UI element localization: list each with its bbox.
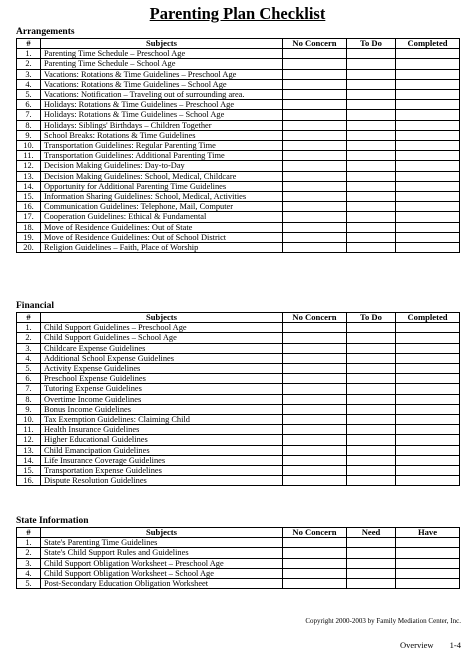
checkbox-cell-col-4[interactable] (347, 323, 396, 333)
table-row (17, 558, 460, 568)
checkbox-cell-col-5[interactable] (396, 343, 460, 353)
row-subject: Child Support Obligation Worksheet – Preschool Age (41, 558, 283, 568)
row-number: 6. (17, 100, 41, 110)
row-number: 13. (17, 171, 41, 181)
column-header-subjects: Subjects (41, 39, 283, 49)
table-row (17, 171, 460, 181)
checkbox-cell-col-3[interactable] (283, 425, 347, 435)
checklist-table (16, 312, 460, 486)
table-row (17, 192, 460, 202)
checkbox-cell-col-5[interactable] (396, 202, 460, 212)
checkbox-cell-col-5[interactable] (396, 151, 460, 161)
table-row (17, 323, 460, 333)
row-subject: Additional School Expense Guidelines (41, 353, 283, 363)
row-subject: State's Parenting Time Guidelines (41, 538, 283, 548)
row-subject: Tax Exemption Guidelines: Claiming Child (41, 415, 283, 425)
checkbox-cell-col-5[interactable] (396, 232, 460, 242)
table-row (17, 435, 460, 445)
section-financial (16, 301, 459, 486)
column-header-have: Have (396, 528, 460, 538)
table-header-row (17, 39, 460, 49)
checkbox-cell-col-5[interactable] (396, 374, 460, 384)
checkbox-cell-col-4[interactable] (347, 343, 396, 353)
checkbox-cell-col-3[interactable] (283, 558, 347, 568)
row-subject: Move of Residence Guidelines: Out of State (41, 222, 283, 232)
row-number: 12. (17, 161, 41, 171)
table-row (17, 222, 460, 232)
checkbox-cell-col-3[interactable] (283, 404, 347, 414)
checkbox-cell-col-5[interactable] (396, 323, 460, 333)
column-header-need: Need (347, 528, 396, 538)
checkbox-cell-col-4[interactable] (347, 415, 396, 425)
checkbox-cell-col-4[interactable] (347, 222, 396, 232)
row-subject: Decision Making Guidelines: School, Medical, Childcare (41, 171, 283, 181)
checkbox-cell-col-4[interactable] (347, 161, 396, 171)
checkbox-cell-col-5[interactable] (396, 394, 460, 404)
checkbox-cell-col-4[interactable] (347, 579, 396, 589)
checkbox-cell-col-4[interactable] (347, 466, 396, 476)
checkbox-cell-col-5[interactable] (396, 120, 460, 130)
checkbox-cell-col-3[interactable] (283, 90, 347, 100)
row-subject: Post-Secondary Education Obligation Worksheet (41, 579, 283, 589)
checkbox-cell-col-3[interactable] (283, 476, 347, 486)
checkbox-cell-col-3[interactable] (283, 141, 347, 151)
row-subject: Child Support Guidelines – Preschool Age (41, 323, 283, 333)
column-header-to-do: To Do (347, 39, 396, 49)
checkbox-cell-col-4[interactable] (347, 232, 396, 242)
checkbox-cell-col-3[interactable] (283, 579, 347, 589)
row-number: 12. (17, 435, 41, 445)
row-number: 16. (17, 202, 41, 212)
column-header-number: # (17, 313, 41, 323)
checkbox-cell-col-4[interactable] (347, 171, 396, 181)
checkbox-cell-col-3[interactable] (283, 466, 347, 476)
checkbox-cell-col-5[interactable] (396, 49, 460, 59)
checkbox-cell-col-4[interactable] (347, 181, 396, 191)
checkbox-cell-col-4[interactable] (347, 425, 396, 435)
checkbox-cell-col-5[interactable] (396, 69, 460, 79)
checkbox-cell-col-4[interactable] (347, 79, 396, 89)
table-row (17, 69, 460, 79)
row-number: 1. (17, 49, 41, 59)
row-number: 5. (17, 364, 41, 374)
checkbox-cell-col-4[interactable] (347, 141, 396, 151)
row-subject: Information Sharing Guidelines: School, Medical, Activities (41, 192, 283, 202)
checkbox-cell-col-4[interactable] (347, 353, 396, 363)
row-number: 6. (17, 374, 41, 384)
table-row (17, 404, 460, 414)
checklist-table (16, 38, 460, 253)
row-number: 9. (17, 404, 41, 414)
table-row (17, 90, 460, 100)
checkbox-cell-col-4[interactable] (347, 110, 396, 120)
checkbox-cell-col-5[interactable] (396, 110, 460, 120)
checkbox-cell-col-3[interactable] (283, 110, 347, 120)
table-row (17, 455, 460, 465)
checkbox-cell-col-4[interactable] (347, 568, 396, 578)
column-header-subjects: Subjects (41, 313, 283, 323)
row-number: 2. (17, 333, 41, 343)
checkbox-cell-col-3[interactable] (283, 343, 347, 353)
checkbox-cell-col-5[interactable] (396, 558, 460, 568)
table-row (17, 394, 460, 404)
checkbox-cell-col-3[interactable] (283, 79, 347, 89)
row-number: 2. (17, 548, 41, 558)
checkbox-cell-col-3[interactable] (283, 445, 347, 455)
checkbox-cell-col-3[interactable] (283, 232, 347, 242)
row-number: 3. (17, 343, 41, 353)
section-title: State Information (16, 516, 89, 526)
row-subject: State's Child Support Rules and Guidelines (41, 548, 283, 558)
checkbox-cell-col-5[interactable] (396, 59, 460, 69)
checkbox-cell-col-5[interactable] (396, 579, 460, 589)
checkbox-cell-col-4[interactable] (347, 212, 396, 222)
checkbox-cell-col-5[interactable] (396, 171, 460, 181)
copyright-notice: Copyright 2000-2003 by Family Mediation Center, Inc. (305, 617, 461, 625)
checkbox-cell-col-5[interactable] (396, 192, 460, 202)
footer-label: Overview (400, 640, 434, 650)
column-header-to-do: To Do (347, 313, 396, 323)
row-subject: Preschool Expense Guidelines (41, 374, 283, 384)
row-number: 16. (17, 476, 41, 486)
checkbox-cell-col-5[interactable] (396, 435, 460, 445)
checkbox-cell-col-3[interactable] (283, 151, 347, 161)
row-subject: Parenting Time Schedule – Preschool Age (41, 49, 283, 59)
row-number: 8. (17, 394, 41, 404)
checkbox-cell-col-5[interactable] (396, 141, 460, 151)
row-number: 1. (17, 538, 41, 548)
checkbox-cell-col-5[interactable] (396, 161, 460, 171)
checkbox-cell-col-4[interactable] (347, 130, 396, 140)
checkbox-cell-col-4[interactable] (347, 90, 396, 100)
checkbox-cell-col-5[interactable] (396, 222, 460, 232)
table-row (17, 466, 460, 476)
checkbox-cell-col-5[interactable] (396, 466, 460, 476)
checkbox-cell-col-5[interactable] (396, 130, 460, 140)
row-number: 13. (17, 445, 41, 455)
checkbox-cell-col-3[interactable] (283, 435, 347, 445)
table-row (17, 333, 460, 343)
row-number: 3. (17, 558, 41, 568)
row-number: 11. (17, 151, 41, 161)
row-subject: Holidays: Siblings' Birthdays – Children Together (41, 120, 283, 130)
row-subject: Transportation Guidelines: Additional Parenting Time (41, 151, 283, 161)
row-number: 9. (17, 130, 41, 140)
table-header-row (17, 313, 460, 323)
checkbox-cell-col-5[interactable] (396, 445, 460, 455)
checkbox-cell-col-3[interactable] (283, 100, 347, 110)
table-row (17, 232, 460, 242)
table-row (17, 120, 460, 130)
row-subject: Holidays: Rotations & Time Guidelines – Preschool Age (41, 100, 283, 110)
row-number: 19. (17, 232, 41, 242)
row-number: 14. (17, 181, 41, 191)
table-row (17, 476, 460, 486)
row-subject: Opportunity for Additional Parenting Time Guidelines (41, 181, 283, 191)
page-title: Parenting Plan Checklist (149, 4, 326, 23)
row-subject: Bonus Income Guidelines (41, 404, 283, 414)
row-number: 5. (17, 579, 41, 589)
row-number: 4. (17, 568, 41, 578)
checkbox-cell-col-4[interactable] (347, 558, 396, 568)
table-row (17, 161, 460, 171)
column-header-no-concern: No Concern (283, 39, 347, 49)
page-number: 1-4 (449, 640, 461, 650)
table-row (17, 353, 460, 363)
checkbox-cell-col-3[interactable] (283, 374, 347, 384)
checkbox-cell-col-3[interactable] (283, 548, 347, 558)
checkbox-cell-col-5[interactable] (396, 548, 460, 558)
checkbox-cell-col-3[interactable] (283, 161, 347, 171)
row-number: 5. (17, 90, 41, 100)
table-row (17, 202, 460, 212)
checkbox-cell-col-3[interactable] (283, 394, 347, 404)
checkbox-cell-col-3[interactable] (283, 415, 347, 425)
table-row (17, 343, 460, 353)
checkbox-cell-col-5[interactable] (396, 79, 460, 89)
row-subject: Activity Expense Guidelines (41, 364, 283, 374)
checkbox-cell-col-3[interactable] (283, 49, 347, 59)
table-row (17, 579, 460, 589)
row-number: 4. (17, 353, 41, 363)
row-subject: Decision Making Guidelines: Day-to-Day (41, 161, 283, 171)
checkbox-cell-col-3[interactable] (283, 212, 347, 222)
checkbox-cell-col-3[interactable] (283, 333, 347, 343)
checkbox-cell-col-4[interactable] (347, 445, 396, 455)
row-number: 10. (17, 415, 41, 425)
table-row (17, 59, 460, 69)
checkbox-cell-col-5[interactable] (396, 90, 460, 100)
checkbox-cell-col-3[interactable] (283, 192, 347, 202)
table-row (17, 568, 460, 578)
checkbox-cell-col-5[interactable] (396, 455, 460, 465)
row-number: 15. (17, 466, 41, 476)
row-subject: Vacations: Rotations & Time Guidelines – School Age (41, 79, 283, 89)
checkbox-cell-col-3[interactable] (283, 353, 347, 363)
section-title: Financial (16, 301, 55, 311)
checkbox-cell-col-3[interactable] (283, 69, 347, 79)
checkbox-cell-col-5[interactable] (396, 384, 460, 394)
checkbox-cell-col-5[interactable] (396, 243, 460, 253)
checkbox-cell-col-3[interactable] (283, 364, 347, 374)
checkbox-cell-col-3[interactable] (283, 243, 347, 253)
table-row (17, 212, 460, 222)
table-row (17, 374, 460, 384)
table-row (17, 49, 460, 59)
checkbox-cell-col-4[interactable] (347, 364, 396, 374)
checkbox-cell-col-3[interactable] (283, 538, 347, 548)
row-number: 4. (17, 79, 41, 89)
checkbox-cell-col-4[interactable] (347, 100, 396, 110)
row-number: 7. (17, 384, 41, 394)
column-header-subjects: Subjects (41, 528, 283, 538)
row-subject: Life Insurance Coverage Guidelines (41, 455, 283, 465)
column-header-number: # (17, 39, 41, 49)
checkbox-cell-col-3[interactable] (283, 384, 347, 394)
table-row (17, 100, 460, 110)
row-number: 2. (17, 59, 41, 69)
column-header-no-concern: No Concern (283, 313, 347, 323)
row-subject: Move of Residence Guidelines: Out of School District (41, 232, 283, 242)
checkbox-cell-col-3[interactable] (283, 171, 347, 181)
checkbox-cell-col-3[interactable] (283, 568, 347, 578)
row-subject: Holidays: Rotations & Time Guidelines – School Age (41, 110, 283, 120)
section-state-information (16, 516, 459, 589)
checkbox-cell-col-3[interactable] (283, 181, 347, 191)
row-subject: Tutoring Expense Guidelines (41, 384, 283, 394)
checkbox-cell-col-4[interactable] (347, 192, 396, 202)
checkbox-cell-col-5[interactable] (396, 364, 460, 374)
table-row (17, 151, 460, 161)
checkbox-cell-col-4[interactable] (347, 243, 396, 253)
checkbox-cell-col-4[interactable] (347, 49, 396, 59)
column-header-completed: Completed (396, 39, 460, 49)
checkbox-cell-col-4[interactable] (347, 151, 396, 161)
checkbox-cell-col-4[interactable] (347, 202, 396, 212)
row-subject: Vacations: Notification – Traveling out of surrounding area. (41, 90, 283, 100)
checkbox-cell-col-5[interactable] (396, 538, 460, 548)
table-row (17, 79, 460, 89)
checkbox-cell-col-4[interactable] (347, 435, 396, 445)
column-header-number: # (17, 528, 41, 538)
row-number: 10. (17, 141, 41, 151)
row-number: 7. (17, 110, 41, 120)
checkbox-cell-col-3[interactable] (283, 130, 347, 140)
checkbox-cell-col-5[interactable] (396, 568, 460, 578)
table-row (17, 141, 460, 151)
checkbox-cell-col-4[interactable] (347, 384, 396, 394)
row-subject: Transportation Guidelines: Regular Parenting Time (41, 141, 283, 151)
row-number: 3. (17, 69, 41, 79)
page-footer (386, 640, 461, 650)
row-number: 8. (17, 120, 41, 130)
row-subject: Transportation Expense Guidelines (41, 466, 283, 476)
checkbox-cell-col-4[interactable] (347, 455, 396, 465)
section-title: Arrangements (16, 27, 75, 37)
table-header-row (17, 528, 460, 538)
checkbox-cell-col-4[interactable] (347, 374, 396, 384)
checkbox-cell-col-3[interactable] (283, 323, 347, 333)
checkbox-cell-col-5[interactable] (396, 425, 460, 435)
checkbox-cell-col-5[interactable] (396, 212, 460, 222)
table-row (17, 415, 460, 425)
row-subject: Childcare Expense Guidelines (41, 343, 283, 353)
checkbox-cell-col-4[interactable] (347, 333, 396, 343)
row-subject: Child Emancipation Guidelines (41, 445, 283, 455)
table-row (17, 384, 460, 394)
checkbox-cell-col-5[interactable] (396, 404, 460, 414)
row-subject: Health Insurance Guidelines (41, 425, 283, 435)
row-subject: Child Support Obligation Worksheet – School Age (41, 568, 283, 578)
row-number: 18. (17, 222, 41, 232)
checkbox-cell-col-3[interactable] (283, 120, 347, 130)
checkbox-cell-col-3[interactable] (283, 59, 347, 69)
column-header-no-concern: No Concern (283, 528, 347, 538)
checkbox-cell-col-4[interactable] (347, 476, 396, 486)
table-row (17, 364, 460, 374)
checkbox-cell-col-4[interactable] (347, 69, 396, 79)
table-row (17, 243, 460, 253)
row-subject: Overtime Income Guidelines (41, 394, 283, 404)
checkbox-cell-col-4[interactable] (347, 538, 396, 548)
row-subject: Dispute Resolution Guidelines (41, 476, 283, 486)
row-subject: School Breaks: Rotations & Time Guidelines (41, 130, 283, 140)
checklist-table (16, 527, 460, 589)
row-number: 1. (17, 323, 41, 333)
row-subject: Communication Guidelines: Telephone, Mail, Computer (41, 202, 283, 212)
row-number: 20. (17, 243, 41, 253)
checkbox-cell-col-5[interactable] (396, 333, 460, 343)
checkbox-cell-col-3[interactable] (283, 222, 347, 232)
row-subject: Vacations: Rotations & Time Guidelines – Preschool Age (41, 69, 283, 79)
checkbox-cell-col-5[interactable] (396, 415, 460, 425)
table-row (17, 110, 460, 120)
column-header-completed: Completed (396, 313, 460, 323)
checkbox-cell-col-5[interactable] (396, 476, 460, 486)
row-number: 14. (17, 455, 41, 465)
table-row (17, 445, 460, 455)
row-subject: Child Support Guidelines – School Age (41, 333, 283, 343)
table-row (17, 130, 460, 140)
checkbox-cell-col-3[interactable] (283, 455, 347, 465)
table-row (17, 181, 460, 191)
row-number: 15. (17, 192, 41, 202)
checkbox-cell-col-4[interactable] (347, 59, 396, 69)
row-number: 17. (17, 212, 41, 222)
table-row (17, 538, 460, 548)
row-subject: Higher Educational Guidelines (41, 435, 283, 445)
row-number: 11. (17, 425, 41, 435)
section-arrangements (16, 27, 459, 253)
row-subject: Parenting Time Schedule – School Age (41, 59, 283, 69)
checkbox-cell-col-5[interactable] (396, 353, 460, 363)
checkbox-cell-col-4[interactable] (347, 548, 396, 558)
table-row (17, 548, 460, 558)
checkbox-cell-col-5[interactable] (396, 100, 460, 110)
checkbox-cell-col-4[interactable] (347, 404, 396, 414)
checkbox-cell-col-4[interactable] (347, 120, 396, 130)
table-row (17, 425, 460, 435)
checkbox-cell-col-4[interactable] (347, 394, 396, 404)
row-subject: Cooperation Guidelines: Ethical & Fundamental (41, 212, 283, 222)
row-subject: Religion Guidelines – Faith, Place of Worship (41, 243, 283, 253)
checkbox-cell-col-5[interactable] (396, 181, 460, 191)
checkbox-cell-col-3[interactable] (283, 202, 347, 212)
